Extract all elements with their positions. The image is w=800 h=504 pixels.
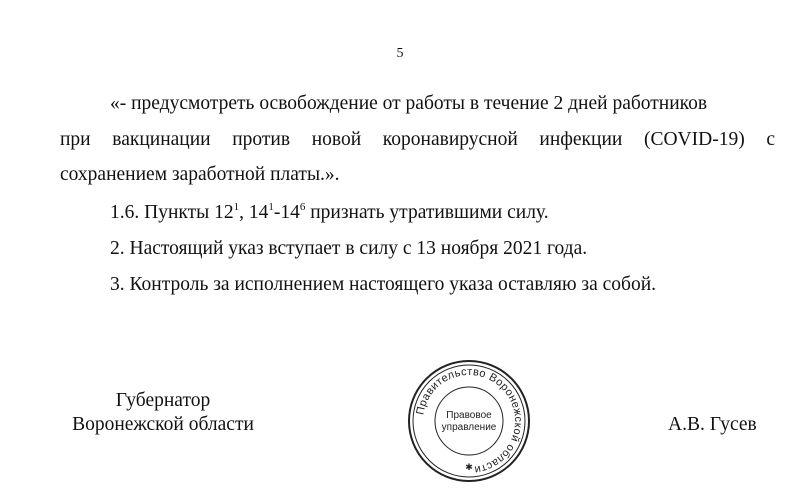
- signature-title: [60, 389, 266, 438]
- official-seal: [406, 358, 532, 484]
- paragraph-line-2: при вакцинации против новой коронавирусной инфекции (COVID-19) с: [60, 129, 775, 150]
- seal-inner-ring: [413, 365, 525, 477]
- item-3: 3. Контроль за исполнением настоящего указа оставляю за собой.: [110, 274, 657, 295]
- seal-center-ring: [435, 387, 503, 455]
- signature-title-line-1: Губернатор: [115, 390, 211, 411]
- item-1-6-suffix: признать утратившими силу.: [305, 202, 549, 223]
- seal-center-line-1: Правовое: [446, 410, 492, 421]
- item-2: 2. Настоящий указ вступает в силу с 13 ноября 2021 года.: [110, 238, 588, 259]
- item-1-6-sup-3: 6: [299, 201, 306, 213]
- item-1-6-mid-1: , 14: [239, 202, 269, 223]
- seal-ring-text: Правительство Воронежской области: [414, 365, 525, 476]
- item-1-6-mid-2: -14: [273, 202, 300, 223]
- item-1-6-prefix: 1.6. Пункты 12: [110, 202, 234, 223]
- paragraph-line-1: «- предусмотреть освобождение от работы в течение 2 дней работников: [110, 93, 708, 114]
- item-1-6-sup-2: 1: [268, 201, 274, 213]
- item-1-6: [110, 203, 549, 223]
- signature-title-line-2: Воронежской области: [72, 414, 254, 436]
- paragraph-line-3: сохранением заработной платы.».: [60, 164, 340, 185]
- item-1-6-sup-1: 1: [233, 201, 240, 213]
- seal-star-icon: ✱: [465, 463, 473, 473]
- seal-center-line-2: управление: [441, 422, 497, 433]
- signature-name: А.В. Гусев: [668, 414, 757, 435]
- page-number: 5: [396, 46, 404, 61]
